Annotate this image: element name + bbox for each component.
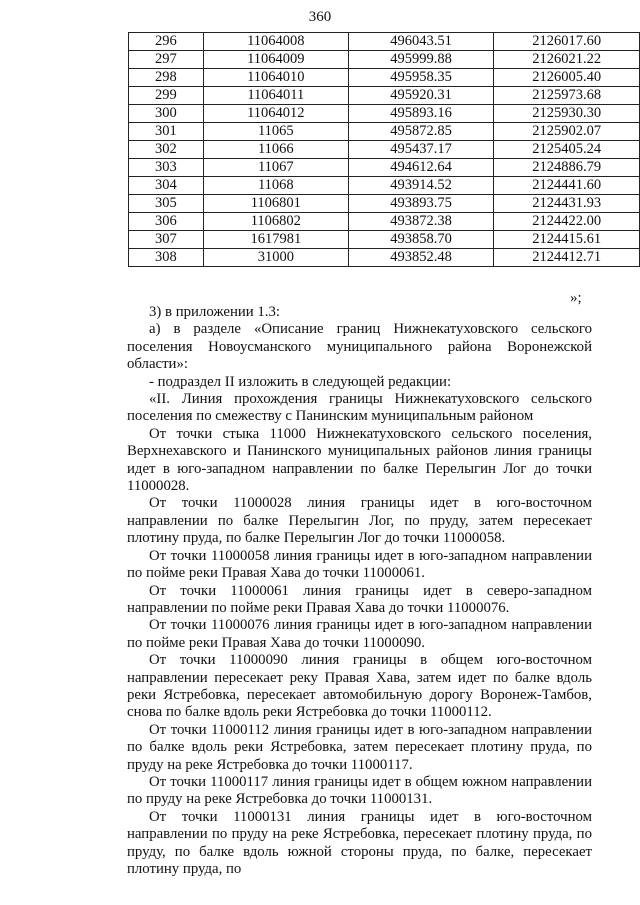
table-cell-y: 2126017.60 <box>494 33 640 51</box>
table-cell-x: 495999.88 <box>348 51 493 69</box>
table-cell-x: 495958.35 <box>348 69 493 87</box>
paragraph: - подраздел II изложить в следующей редакции: <box>149 373 452 390</box>
table-cell-number: 302 <box>129 141 204 159</box>
table-cell-point-id: 1106801 <box>203 195 348 213</box>
table-cell-point-id: 11064011 <box>203 87 348 105</box>
table-cell-y: 2124441.60 <box>494 177 640 195</box>
paragraph: а) в разделе «Описание границ Нижнекатуховского сельского поселения Новоусманского муниципального района Воронежской области»: <box>127 321 592 373</box>
table-cell-point-id: 31000 <box>203 249 348 267</box>
table-cell-point-id: 11064012 <box>203 105 348 123</box>
table-cell-point-id: 11065 <box>203 123 348 141</box>
table-row <box>129 33 640 51</box>
table-cell-x: 493872.38 <box>348 213 493 231</box>
table-cell-x: 495920.31 <box>348 87 493 105</box>
table-cell-number: 307 <box>129 231 204 249</box>
table-cell-point-id: 1617981 <box>203 231 348 249</box>
table-row <box>129 177 640 195</box>
table-row <box>129 249 640 267</box>
table-cell-y: 2125405.24 <box>494 141 640 159</box>
paragraph: От точки 11000112 линия границы идет в юго-западном направлении по балке вдоль реки Ястребовка, затем пересекает плотину пруда, по пруду на реке Ястребовка до точки 11000117. <box>127 721 592 773</box>
paragraph: От точки 11000028 линия границы идет в юго-восточном направлении по балке Перелыгин Лог, по пруду, затем пересекает плотину пруда, по балке Перелыгин Лог до точки 11000058. <box>127 495 592 547</box>
table-cell-number: 298 <box>129 69 204 87</box>
table-cell-number: 305 <box>129 195 204 213</box>
paragraph: От точки 11000090 линия границы в общем юго-восточном направлении пересекает реку Правая Хава, затем идет по балке вдоль реки Ястребовка, пересекает автомобильную дорогу Воронеж-Тамбов, снова по балке вдоль реки Ястребовка до точки 11000112. <box>127 652 592 721</box>
coordinates-table-body <box>129 33 640 267</box>
table-cell-number: 308 <box>129 249 204 267</box>
table-row <box>129 231 640 249</box>
table-cell-point-id: 11067 <box>203 159 348 177</box>
table-row <box>129 141 640 159</box>
table-cell-y: 2126005.40 <box>494 69 640 87</box>
coordinates-table <box>128 32 640 267</box>
table-cell-number: 299 <box>129 87 204 105</box>
paragraph: От точки 11000131 линия границы идет в юго-восточном направлении по пруду на реке Ястребовка, пересекает плотину пруда, по пруду, по балке вдоль южной стороны пруда, по балке, пересекает плотину пруда, по <box>127 808 592 877</box>
table-row <box>129 69 640 87</box>
table-cell-point-id: 11064009 <box>203 51 348 69</box>
table-cell-y: 2124412.71 <box>494 249 640 267</box>
table-row <box>129 159 640 177</box>
table-row <box>129 51 640 69</box>
table-cell-number: 300 <box>129 105 204 123</box>
table-cell-x: 493852.48 <box>348 249 493 267</box>
table-cell-x: 496043.51 <box>348 33 493 51</box>
table-cell-point-id: 1106802 <box>203 213 348 231</box>
paragraph: От точки 11000061 линия границы идет в северо-западном направлении по пойме реки Правая Хава до точки 11000076. <box>127 582 592 616</box>
paragraph: От точки 11000058 линия границы идет в юго-западном направлении по пойме реки Правая Хава до точки 11000061. <box>127 547 592 582</box>
table-cell-point-id: 11068 <box>203 177 348 195</box>
table-cell-point-id: 11064008 <box>203 33 348 51</box>
table-row <box>129 105 640 123</box>
table-cell-x: 493914.52 <box>348 177 493 195</box>
table-cell-y: 2125930.30 <box>494 105 640 123</box>
table-cell-point-id: 11064010 <box>203 69 348 87</box>
table-cell-y: 2124415.61 <box>494 231 640 249</box>
table-cell-number: 304 <box>129 177 204 195</box>
document-body <box>127 304 592 878</box>
table-cell-number: 297 <box>129 51 204 69</box>
paragraph: От точки 11000076 линия границы идет в юго-западном направлении по пойме реки Правая Хава до точки 11000090. <box>127 617 592 651</box>
table-cell-y: 2126021.22 <box>494 51 640 69</box>
paragraph: От точки 11000117 линия границы идет в общем южном направлении по пруду на реке Ястребовка до точки 11000131. <box>127 773 592 808</box>
table-cell-y: 2125973.68 <box>494 87 640 105</box>
page-number: 360 <box>308 9 332 25</box>
table-cell-y: 2124422.00 <box>494 213 640 231</box>
paragraph: От точки стыка 11000 Нижнекатуховского сельского поселения, Верхнехавского и Панинского муниципальных районов линия границы идет в юго-западном направлении по балке Перелыгин Лог до точки 11000028. <box>127 425 592 495</box>
table-cell-number: 306 <box>129 213 204 231</box>
closing-quote: »; <box>570 290 582 306</box>
table-cell-y: 2125902.07 <box>494 123 640 141</box>
table-row <box>129 87 640 105</box>
table-cell-y: 2124886.79 <box>494 159 640 177</box>
table-cell-point-id: 11066 <box>203 141 348 159</box>
paragraph: 3) в приложении 1.3: <box>149 304 281 320</box>
table-cell-number: 301 <box>129 123 204 141</box>
table-cell-y: 2124431.93 <box>494 195 640 213</box>
table-cell-x: 494612.64 <box>348 159 493 177</box>
table-cell-number: 296 <box>129 33 204 51</box>
table-row <box>129 213 640 231</box>
paragraph: «II. Линия прохождения границы Нижнекатуховского сельского поселения по смежеству с Панинским муниципальным районом <box>127 391 592 425</box>
table-cell-x: 495893.16 <box>348 105 493 123</box>
table-cell-x: 493893.75 <box>348 195 493 213</box>
table-row <box>129 195 640 213</box>
table-cell-x: 493858.70 <box>348 231 493 249</box>
table-cell-x: 495437.17 <box>348 141 493 159</box>
table-cell-x: 495872.85 <box>348 123 493 141</box>
table-row <box>129 123 640 141</box>
table-cell-number: 303 <box>129 159 204 177</box>
